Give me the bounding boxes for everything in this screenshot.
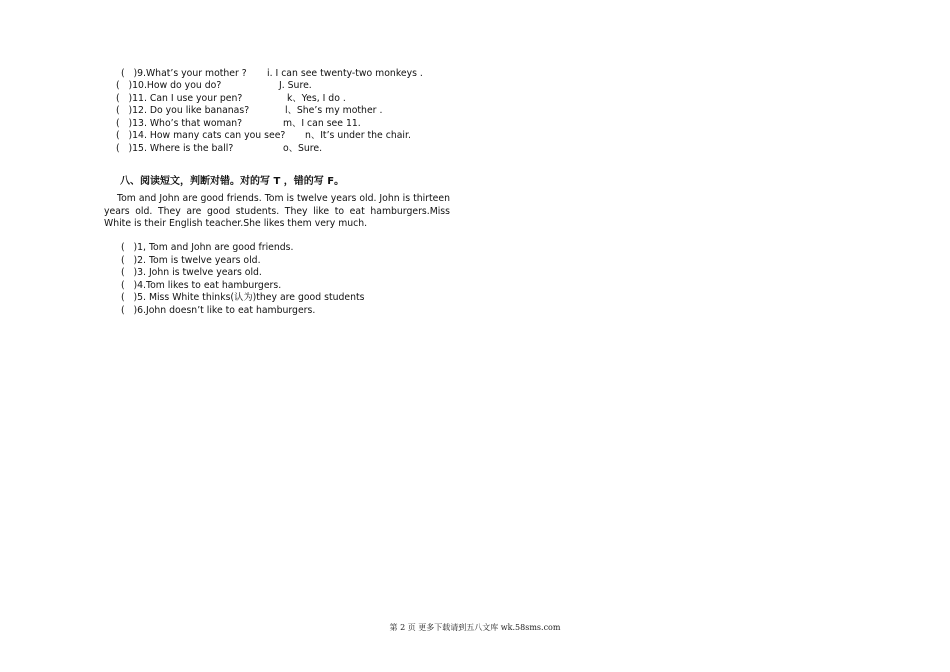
question-11: ( )11. Can I use your pen? xyxy=(116,93,243,104)
statement-2: ( )2. Tom is twelve years old. xyxy=(121,255,261,266)
question-13: ( )13. Who’s that woman? xyxy=(116,118,243,129)
statement-3: ( )3. John is twelve years old. xyxy=(121,267,262,278)
section-8-heading: 八、阅读短文，判断对错。对的写 T ，错的写 F。 xyxy=(120,176,345,187)
answer-k: k、Yes, I do . xyxy=(287,93,346,104)
answer-m: m、I can see 11. xyxy=(283,118,361,129)
page-footer: 第 2 页 更多下载请到五八文库 wk.58sms.com xyxy=(389,623,561,632)
answer-o: o、Sure. xyxy=(283,143,323,154)
answer-i: i. I can see twenty-two monkeys . xyxy=(267,68,423,79)
statement-4: ( )4.Tom likes to eat hamburgers. xyxy=(121,280,282,291)
question-9: ( )9.What’s your mother ? xyxy=(121,68,247,79)
statement-1: ( )1, Tom and John are good friends. xyxy=(121,242,294,253)
reading-passage: Tom and John are good friends. Tom is twelve years old. John is thirteen years old. They are good students. They like to eat hamburgers.Miss White is their English teacher.She likes them very much. xyxy=(104,193,450,229)
question-10: ( )10.How do you do? xyxy=(116,80,222,91)
answer-j: J. Sure. xyxy=(279,80,312,91)
answer-l: l、She’s my mother . xyxy=(285,105,383,116)
question-12: ( )12. Do you like bananas? xyxy=(116,105,250,116)
question-15: ( )15. Where is the ball? xyxy=(116,143,234,154)
statement-5: ( )5. Miss White thinks(认为)they are good students xyxy=(121,292,365,303)
answer-n: n、It’s under the chair. xyxy=(305,130,411,141)
statement-6: ( )6.John doesn’t like to eat hamburgers. xyxy=(121,305,316,316)
question-14: ( )14. How many cats can you see? xyxy=(116,130,286,141)
